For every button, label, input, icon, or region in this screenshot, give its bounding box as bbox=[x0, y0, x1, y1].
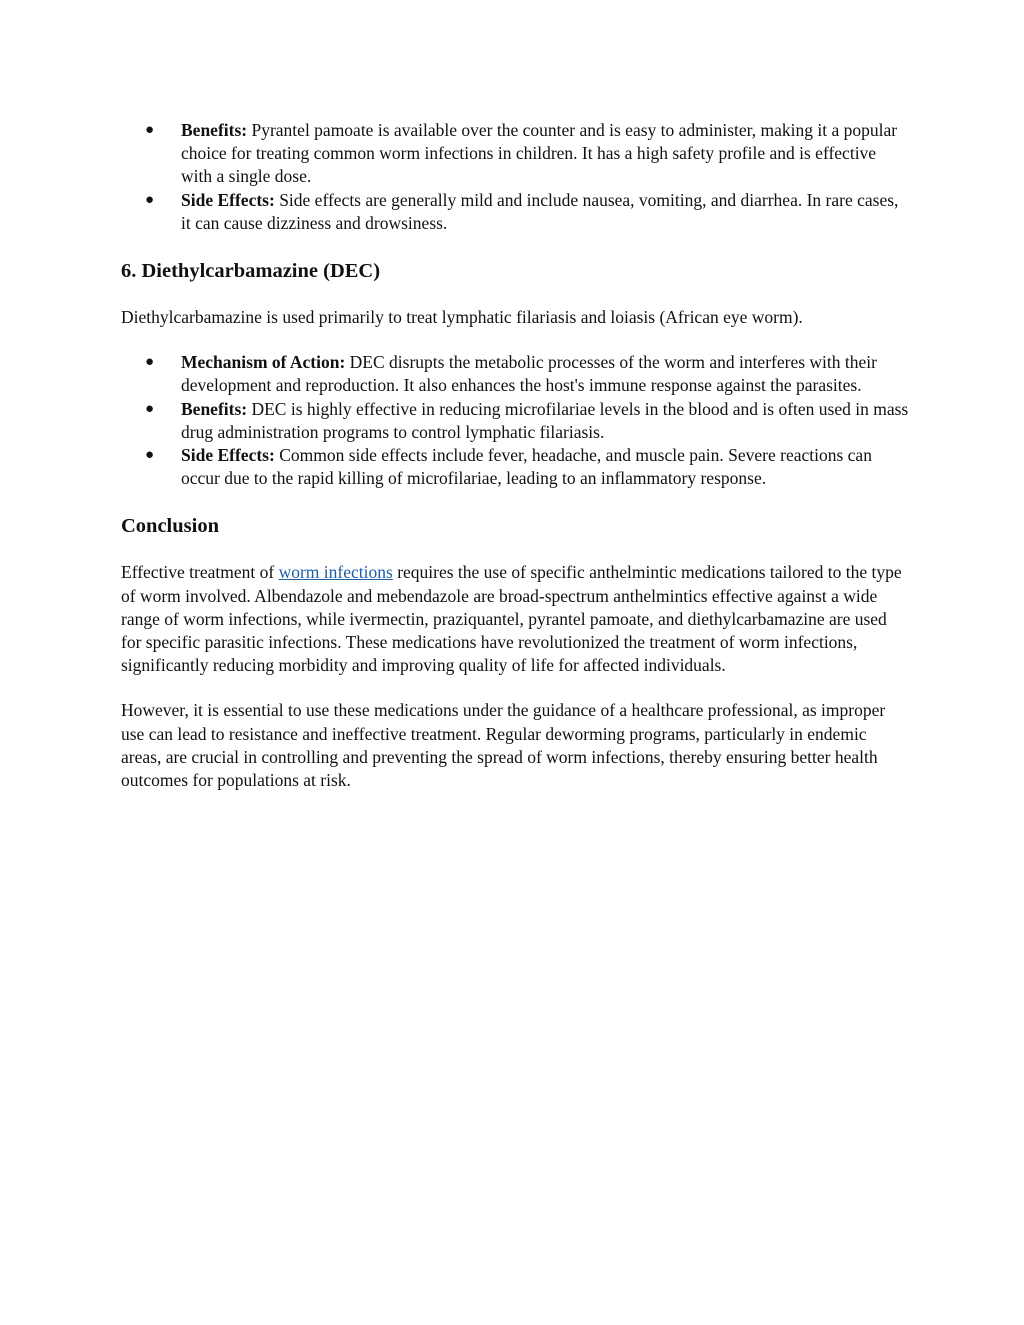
bullet-icon: ● bbox=[145, 400, 155, 417]
list-item-text: Side effects are generally mild and include nausea, vomiting, and diarrhea. In rare cases, it can cause dizziness and drowsiness. bbox=[181, 189, 899, 233]
list-item bbox=[121, 189, 911, 235]
list-item-term: Benefits: bbox=[181, 398, 248, 419]
conclusion-paragraph-1 bbox=[121, 561, 911, 677]
bullet-icon: ● bbox=[145, 447, 155, 464]
conclusion-paragraph-2: However, it is essential to use these medications under the guidance of a healthcare professional, as improper use can lead to resistance and ineffective treatment. Regular deworming programs, particularly in endemic areas, are crucial in controlling and preventing the spread of worm infections, thereby ensuring better health outcomes for populations at risk. bbox=[121, 700, 886, 791]
bullet-icon: ● bbox=[145, 354, 155, 371]
list-item-text: DEC is highly effective in reducing microfilariae levels in the blood and is often used in mass drug administration programs to control lymphatic filariasis. bbox=[181, 398, 909, 442]
dec-list bbox=[121, 351, 911, 490]
list-item-term: Side Effects: bbox=[181, 445, 275, 466]
list-item-term: Side Effects: bbox=[181, 189, 275, 210]
conclusion-p1-rest: requires the use of specific anthelmintic medications tailored to the type of worm involved. Albendazole and mebendazole are broad-spectrum anthelmintics effective against a wide range of worm infections, while ivermectin, praziquantel, pyrantel pamoate, and diethylcarbamazine are used for specific parasitic infections. These medications have revolutionized the treatment of worm infections, significantly reducing morbidity and improving quality of life for affected individuals. bbox=[121, 562, 902, 676]
list-item bbox=[121, 351, 911, 397]
list-item-term: Benefits: bbox=[181, 120, 248, 140]
worm-infections-link[interactable]: worm infections bbox=[278, 562, 393, 583]
list-item-text: DEC disrupts the metabolic processes of the worm and interferes with their development and reproduction. It also enhances the host's immune response against the parasites. bbox=[181, 352, 877, 396]
list-item bbox=[121, 444, 911, 490]
section-heading-conclusion: Conclusion bbox=[121, 515, 219, 538]
section-heading-dec: 6. Diethylcarbamazine (DEC) bbox=[121, 260, 381, 283]
list-item-term: Mechanism of Action: bbox=[181, 352, 346, 373]
pyrantel-list bbox=[121, 119, 911, 235]
dec-intro-paragraph: Diethylcarbamazine is used primarily to treat lymphatic filariasis and loiasis (African eye worm). bbox=[121, 307, 803, 328]
list-item-text: Common side effects include fever, headache, and muscle pain. Severe reactions can occur due to the rapid killing of microfilariae, leading to an inflammatory response. bbox=[181, 445, 872, 489]
bullet-icon: ● bbox=[145, 191, 155, 208]
conclusion-p1-lead: Effective treatment of bbox=[121, 562, 279, 583]
list-item bbox=[121, 398, 911, 444]
list-item-text: Pyrantel pamoate is available over the counter and is easy to administer, making it a popular choice for treating common worm infections in children. It has a high safety profile and is effective with a single dose. bbox=[181, 120, 898, 187]
bullet-icon: ● bbox=[145, 122, 155, 138]
document-page bbox=[121, 119, 911, 792]
list-item bbox=[121, 119, 911, 189]
